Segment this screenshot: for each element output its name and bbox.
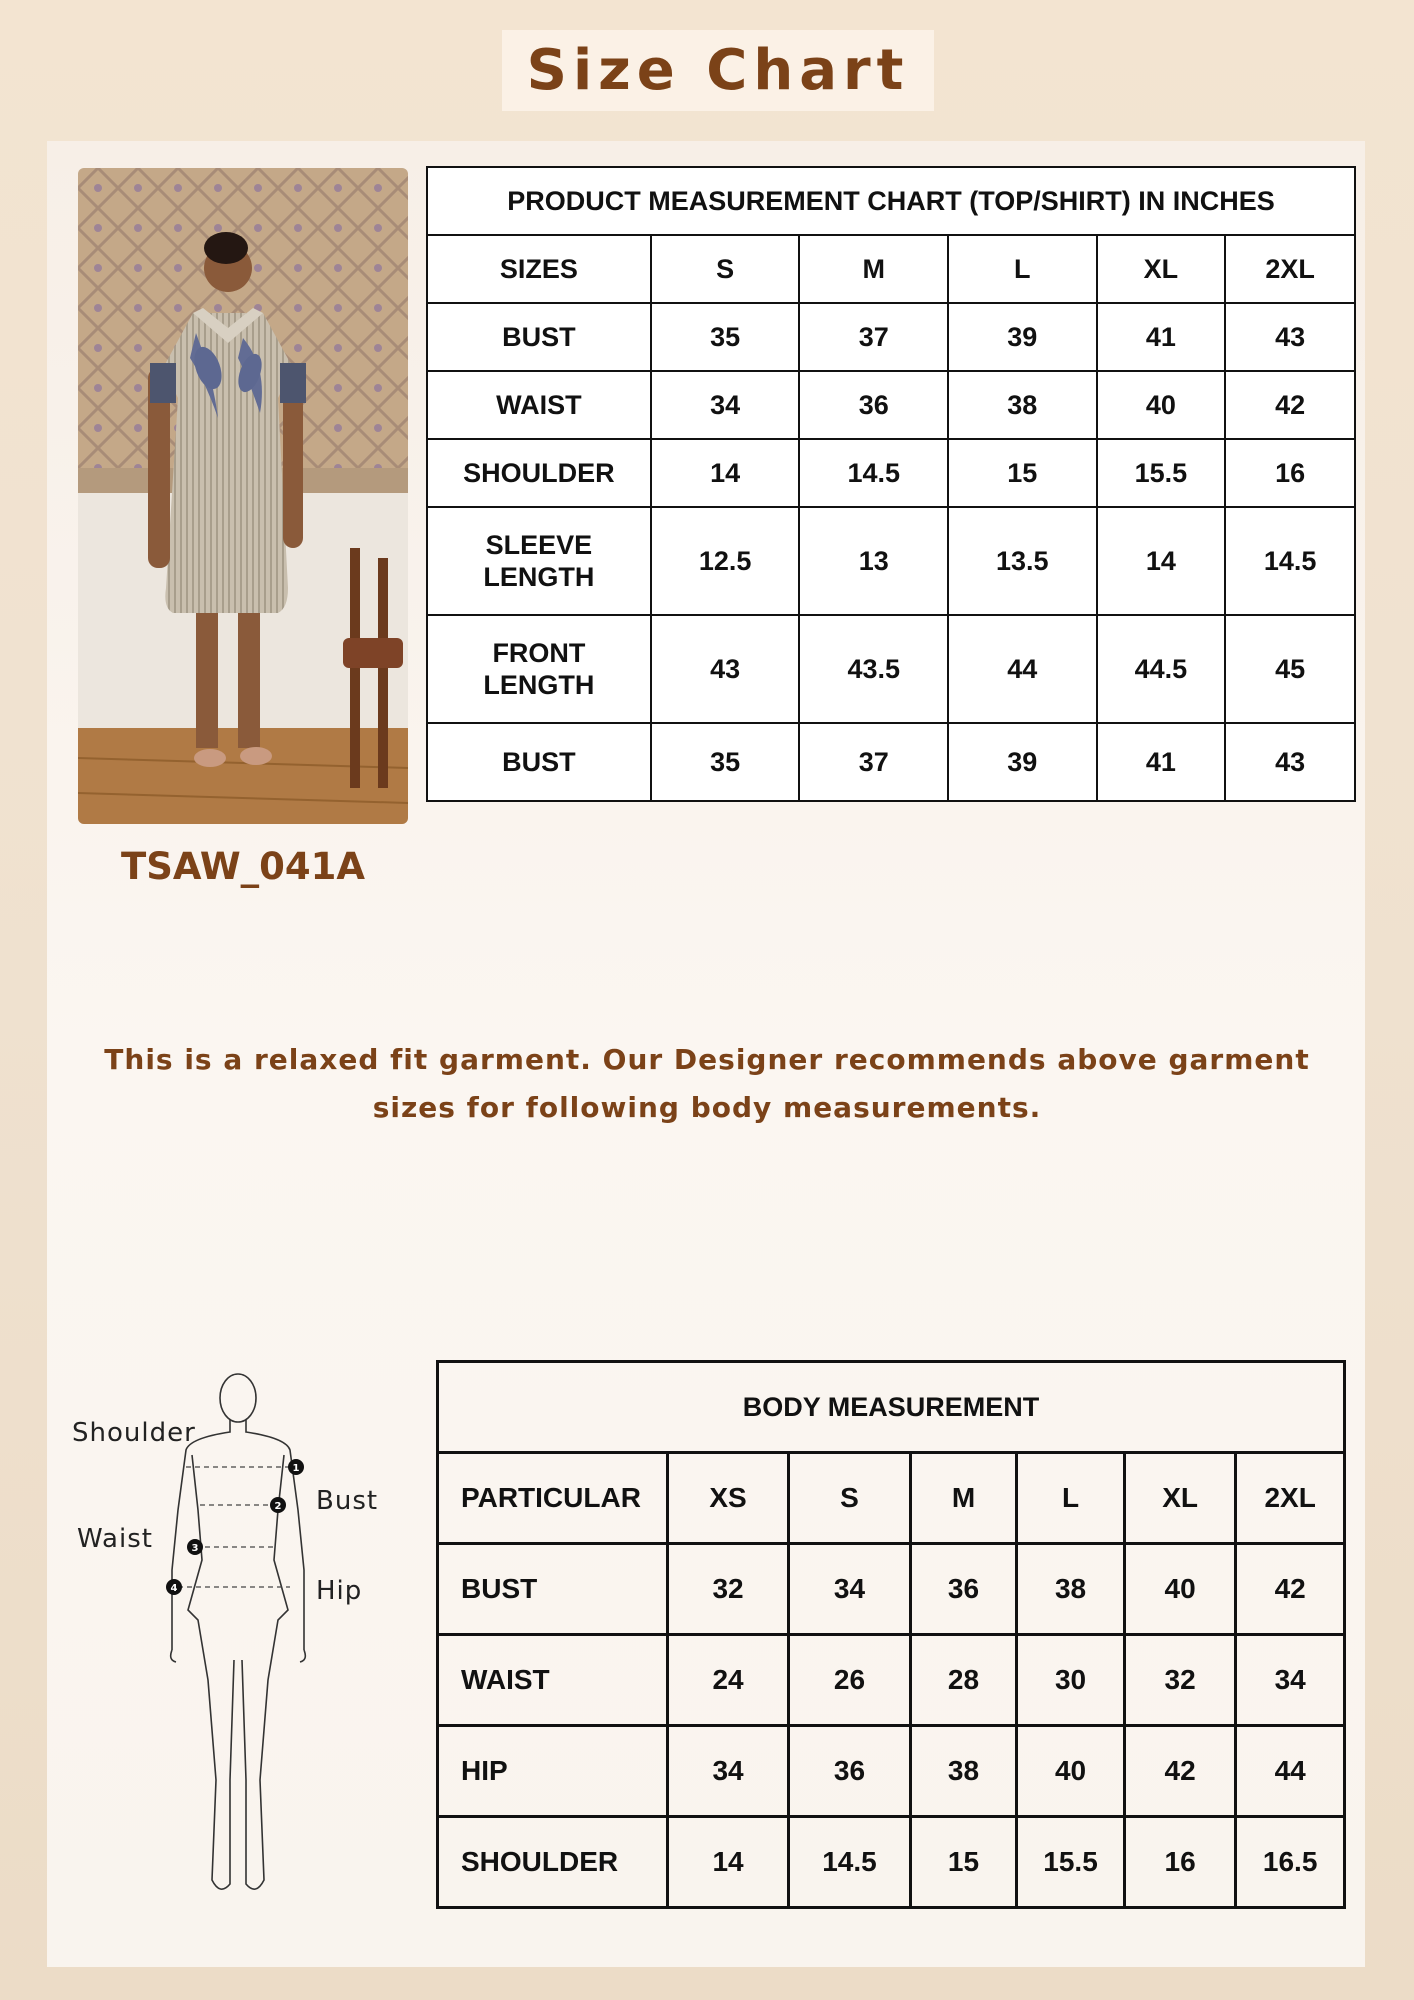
column-header: SIZES [427,235,651,303]
column-header: PARTICULAR [438,1453,668,1544]
table-cell: 32 [1124,1635,1235,1726]
column-header: XL [1097,235,1226,303]
table-cell: 35 [651,303,800,371]
table-cell: 41 [1097,723,1226,801]
marker-1: 1 [292,1463,300,1474]
column-header: XL [1124,1453,1235,1544]
table-row [427,303,1355,371]
table-cell: 43 [1225,303,1355,371]
table-cell: 15 [948,439,1097,507]
column-header: L [948,235,1097,303]
table-cell: 13.5 [948,507,1097,615]
row-label: FRONT LENGTH [427,615,651,723]
table-cell: 37 [799,303,948,371]
table-header-row [427,235,1355,303]
body-table-title: BODY MEASUREMENT [438,1362,1345,1453]
marker-2: 2 [274,1501,282,1512]
table-cell: 36 [799,371,948,439]
table-cell: 34 [667,1726,788,1817]
table-cell: 35 [651,723,800,801]
column-header: 2XL [1236,1453,1345,1544]
table-cell: 36 [789,1726,911,1817]
shoulder-label: Shoulder [72,1418,196,1448]
table-cell: 34 [651,371,800,439]
table-cell: 14 [1097,507,1226,615]
table-title-row [438,1362,1345,1453]
table-cell: 14.5 [799,439,948,507]
row-label: BUST [427,723,651,801]
marker-3: 3 [191,1543,199,1554]
model-photo-illustration [78,168,408,824]
table-cell: 15.5 [1017,1817,1125,1908]
table-cell: 13 [799,507,948,615]
table-cell: 40 [1124,1544,1235,1635]
column-header: M [799,235,948,303]
body-figure [60,1360,390,1920]
table-cell: 14 [667,1817,788,1908]
table-cell: 42 [1124,1726,1235,1817]
waist-label: Waist [77,1524,153,1554]
hip-label: Hip [316,1576,363,1606]
table-cell: 28 [910,1635,1016,1726]
table-cell: 16 [1124,1817,1235,1908]
table-row [427,439,1355,507]
table-cell: 38 [910,1726,1016,1817]
table-cell: 43 [651,615,800,723]
table-cell: 44 [948,615,1097,723]
column-header: L [1017,1453,1125,1544]
table-header-row [438,1453,1345,1544]
table-cell: 45 [1225,615,1355,723]
table-cell: 37 [799,723,948,801]
table-cell: 12.5 [651,507,800,615]
table-cell: 14.5 [789,1817,911,1908]
table-row [427,615,1355,723]
table-cell: 40 [1017,1726,1125,1817]
table-cell: 14 [651,439,800,507]
table-row [427,507,1355,615]
table-cell: 44.5 [1097,615,1226,723]
table-cell: 26 [789,1635,911,1726]
column-header: M [910,1453,1016,1544]
table-cell: 43.5 [799,615,948,723]
table-cell: 34 [1236,1635,1345,1726]
row-label: SLEEVE LENGTH [427,507,651,615]
product-photo [78,168,408,824]
table-cell: 43 [1225,723,1355,801]
row-label: WAIST [427,371,651,439]
row-label: SHOULDER [438,1817,668,1908]
table-row [438,1635,1345,1726]
table-row [427,371,1355,439]
table-cell: 34 [789,1544,911,1635]
table-row [438,1726,1345,1817]
table-cell: 40 [1097,371,1226,439]
row-label: BUST [427,303,651,371]
table-cell: 39 [948,723,1097,801]
table-cell: 24 [667,1635,788,1726]
table-cell: 42 [1236,1544,1345,1635]
table-cell: 30 [1017,1635,1125,1726]
table-cell: 36 [910,1544,1016,1635]
row-label: BUST [438,1544,668,1635]
marker-4: 4 [170,1583,178,1594]
table-cell: 44 [1236,1726,1345,1817]
product-measurement-table [426,166,1356,802]
body-measurement-table [436,1360,1346,1909]
table-cell: 38 [948,371,1097,439]
table-cell: 14.5 [1225,507,1355,615]
table-cell: 16.5 [1236,1817,1345,1908]
column-header: S [651,235,800,303]
row-label: SHOULDER [427,439,651,507]
table-cell: 15 [910,1817,1016,1908]
table-cell: 38 [1017,1544,1125,1635]
title-banner [502,30,934,111]
table-cell: 39 [948,303,1097,371]
fit-note: This is a relaxed fit garment. Our Designer recommends above garment sizes for following body measurements. [104,1043,1310,1124]
row-label: HIP [438,1726,668,1817]
product-table-title: PRODUCT MEASUREMENT CHART (TOP/SHIRT) IN INCHES [427,167,1355,235]
table-cell: 16 [1225,439,1355,507]
table-row [427,723,1355,801]
table-title-row [427,167,1355,235]
bust-label: Bust [316,1486,379,1516]
product-code: TSAW_041A [120,845,366,888]
table-cell: 32 [667,1544,788,1635]
column-header: S [789,1453,911,1544]
table-cell: 41 [1097,303,1226,371]
table-row [438,1544,1345,1635]
table-cell: 42 [1225,371,1355,439]
table-cell: 15.5 [1097,439,1226,507]
column-header: XS [667,1453,788,1544]
column-header: 2XL [1225,235,1355,303]
row-label: WAIST [438,1635,668,1726]
table-row [438,1817,1345,1908]
page-title: Size Chart [526,38,910,103]
